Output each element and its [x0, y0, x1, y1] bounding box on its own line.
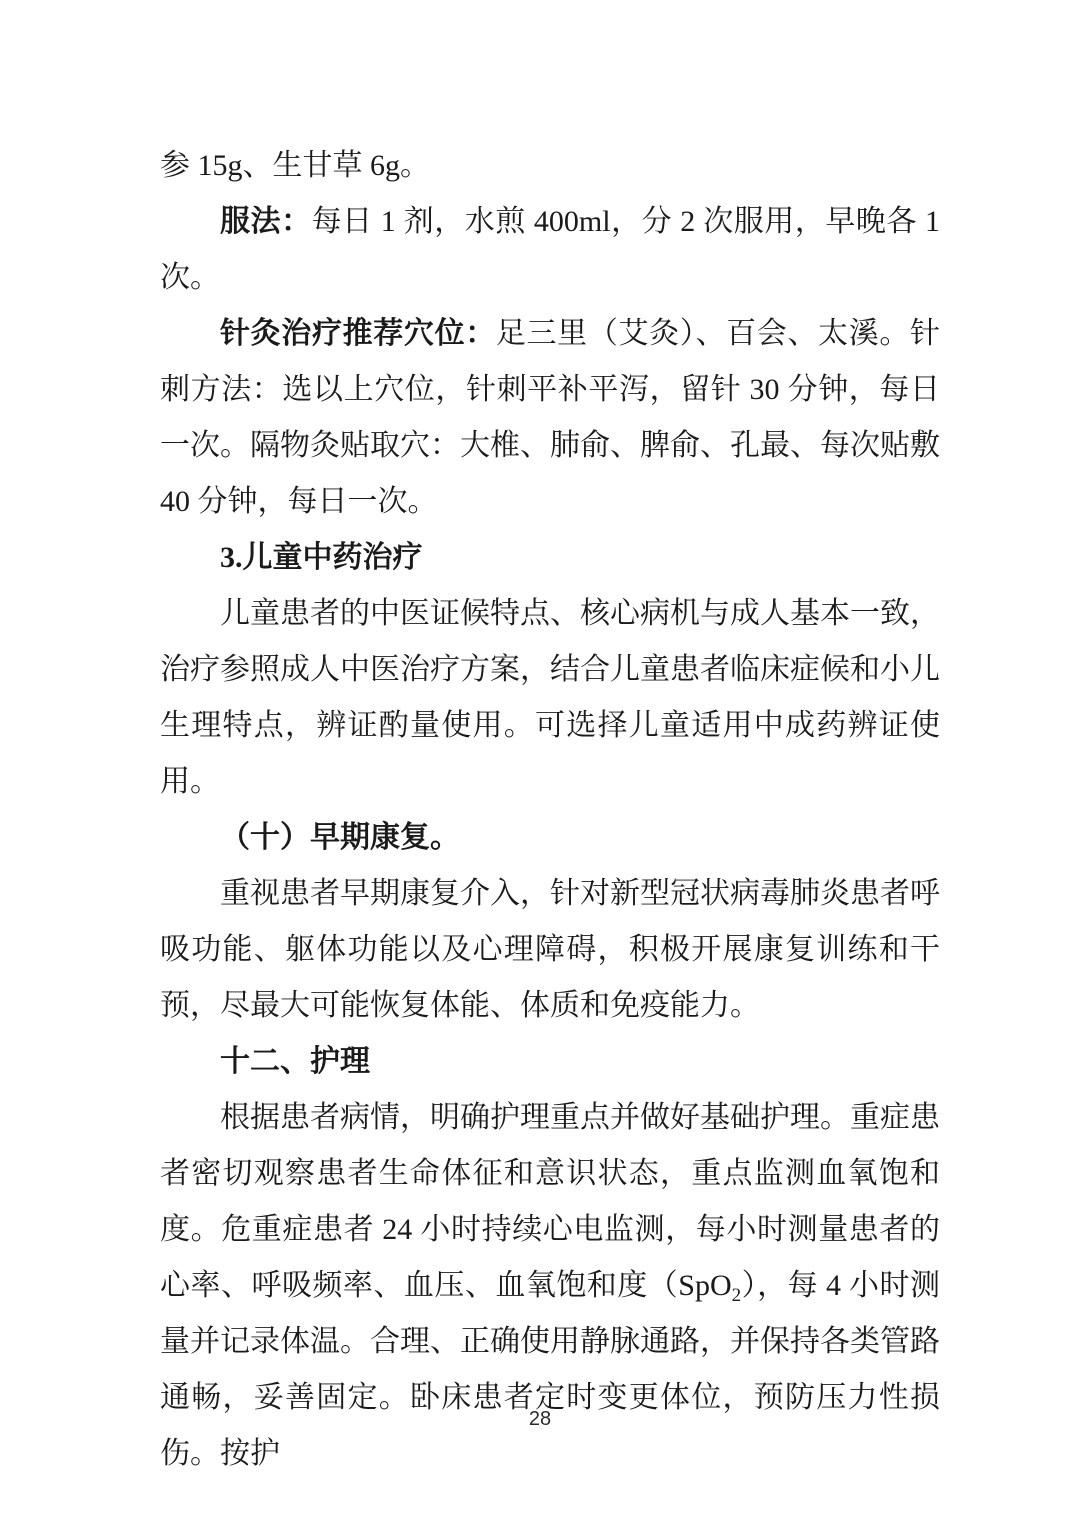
- text-run: 每日 1 剂，水煎 400ml，分 2 次服用，早晚各 1 次。: [160, 205, 941, 294]
- heading-nursing: [160, 1034, 940, 1090]
- bold-text-run: （十）早期康复。: [220, 821, 460, 854]
- document-body: [160, 138, 940, 1482]
- paragraph-children-tcm: [160, 586, 940, 810]
- bold-text-run: 十二、护理: [220, 1045, 370, 1078]
- paragraph-dosage-method: [160, 194, 940, 306]
- paragraph-herb-dose-continuation: [160, 138, 940, 194]
- text-run: 参 15g、生甘草 6g。: [160, 149, 430, 182]
- heading-early-rehabilitation: [160, 810, 940, 866]
- text-run: 儿童患者的中医证候特点、核心病机与成人基本一致，治疗参照成人中医治疗方案，结合儿童患者临床症候和小儿生理特点，辨证酌量使用。可选择儿童适用中成药辨证使用。: [160, 597, 940, 798]
- paragraph-early-rehabilitation: [160, 866, 940, 1034]
- heading-children-tcm-treatment: [160, 530, 940, 586]
- text-run: 足三里（艾灸）、百会、太溪。针刺方法：选以上穴位，针刺平补平泻，留针 30 分钟，每日一次。隔物灸贴取穴：大椎、肺俞、脾俞、孔最、每次贴敷 40 分钟，每日一次。: [160, 317, 941, 518]
- bold-text-run: 服法：: [220, 205, 312, 238]
- text-run: 重视患者早期康复介入，针对新型冠状病毒肺炎患者呼吸功能、躯体功能以及心理障碍，积极开展康复训练和干预，尽最大可能恢复体能、体质和免疫能力。: [160, 877, 940, 1022]
- page-number: 28: [528, 1408, 552, 1430]
- subscript-run: 2: [731, 1285, 742, 1306]
- text-run: 根据患者病情，明确护理重点并做好基础护理。重症患者密切观察患者生命体征和意识状态，重点监测血氧饱和度。危重症患者 24 小时持续心电监测，每小时测量患者的心率、呼吸频率、血压、血氧饱和度（SpO: [160, 1101, 940, 1302]
- bold-text-run: 3.儿童中药治疗: [220, 541, 423, 574]
- bold-text-run: 针灸治疗推荐穴位：: [220, 317, 496, 350]
- text-run: ），每 4 小时测量并记录体温。合理、正确使用静脉通路，并保持各类管路通畅，妥善固定。卧床患者定时变更体位，预防压力性损伤。按护: [160, 1269, 940, 1470]
- paragraph-acupuncture: [160, 306, 940, 530]
